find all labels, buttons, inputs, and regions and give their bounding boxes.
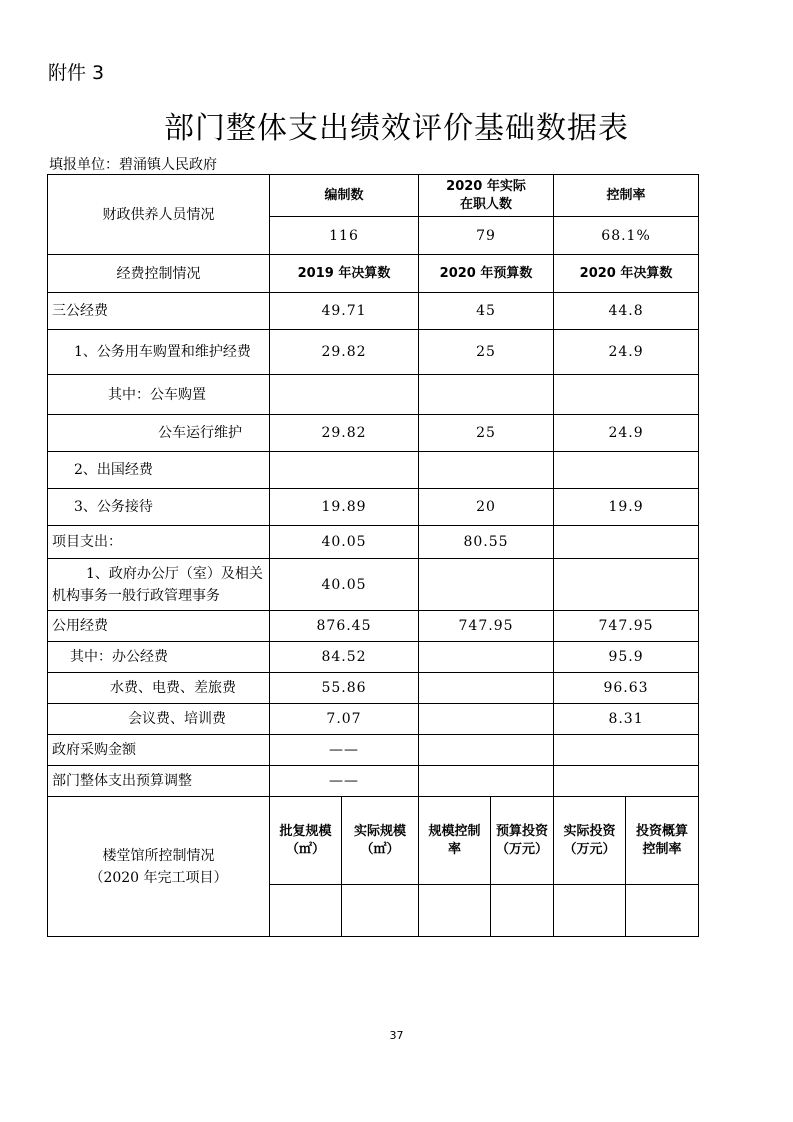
row-value: [270, 452, 419, 489]
row-label: 会议费、培训费: [48, 704, 270, 735]
row-label: 公用经费: [48, 611, 270, 642]
building-value: [491, 885, 554, 937]
table-row: [48, 766, 699, 797]
row-value: 96.63: [554, 673, 699, 704]
row-value: 29.82: [270, 330, 419, 375]
row-value: 747.95: [419, 611, 554, 642]
building-value: [554, 885, 626, 937]
staff-header-actual: 2020 年实际 在职人数: [419, 175, 554, 217]
row-label: 部门整体支出预算调整: [48, 766, 270, 797]
table-row: [48, 375, 699, 415]
expense-header-2019: 2019 年决算数: [270, 255, 419, 293]
building-label: [48, 797, 270, 937]
row-value: [419, 375, 554, 415]
table-row: [48, 673, 699, 704]
row-value: ——: [270, 766, 419, 797]
row-value: 45: [419, 293, 554, 330]
building-value: [342, 885, 419, 937]
row-value: 19.89: [270, 489, 419, 526]
row-value: [554, 526, 699, 559]
building-value: [626, 885, 699, 937]
table-row: [48, 735, 699, 766]
row-value: 95.9: [554, 642, 699, 673]
attachment-label: 附件 3: [48, 62, 105, 84]
table-row: [48, 293, 699, 330]
row-label: 1、政府办公厅（室）及相关机构事务一般行政管理事务: [48, 559, 270, 611]
row-label: 1、公务用车购置和维护经费: [48, 330, 270, 375]
row-value: [554, 375, 699, 415]
staff-header-rate: 控制率: [554, 175, 699, 217]
staff-value-actual: 79: [419, 217, 554, 255]
fill-unit: 填报单位：碧涌镇人民政府: [49, 157, 217, 173]
row-value: [419, 452, 554, 489]
row-value: [419, 559, 554, 611]
row-label: 公车运行维护: [48, 415, 270, 452]
row-label: 其中：办公经费: [48, 642, 270, 673]
row-value: 25: [419, 415, 554, 452]
table-row: [48, 415, 699, 452]
row-value: 747.95: [554, 611, 699, 642]
row-label: 2、出国经费: [48, 452, 270, 489]
building-header-actual: 实际规模（㎡）: [342, 797, 419, 885]
row-value: 876.45: [270, 611, 419, 642]
staff-value-rate: 68.1%: [554, 217, 699, 255]
building-header-invest-rate: 投资概算控制率: [626, 797, 699, 885]
row-value: 29.82: [270, 415, 419, 452]
building-value: [270, 885, 342, 937]
data-table: [47, 174, 699, 937]
table-row: [48, 452, 699, 489]
row-label: 三公经费: [48, 293, 270, 330]
row-value: 8.31: [554, 704, 699, 735]
expense-label: 经费控制情况: [48, 255, 270, 293]
building-header-approved: 批复规模（㎡）: [270, 797, 342, 885]
table-row: [48, 704, 699, 735]
row-value: [554, 735, 699, 766]
building-label-line2: （2020 年完工项目）: [89, 869, 228, 886]
table-row: [48, 642, 699, 673]
row-value: [419, 642, 554, 673]
row-value: 19.9: [554, 489, 699, 526]
row-value: 20: [419, 489, 554, 526]
row-value: 24.9: [554, 415, 699, 452]
building-header-budget-invest: 预算投资（万元）: [491, 797, 554, 885]
expense-header-2020-final: 2020 年决算数: [554, 255, 699, 293]
building-label-line1: 楼堂馆所控制情况: [102, 847, 215, 864]
staff-header-row: [48, 175, 699, 217]
row-value: [554, 766, 699, 797]
page-number: 37: [389, 1029, 404, 1042]
row-label: 3、公务接待: [48, 489, 270, 526]
row-value: [419, 735, 554, 766]
row-value: [419, 766, 554, 797]
expense-header-row: [48, 255, 699, 293]
expense-header-2020-budget: 2020 年预算数: [419, 255, 554, 293]
row-value: [419, 673, 554, 704]
row-value: 7.07: [270, 704, 419, 735]
row-value: 80.55: [419, 526, 554, 559]
row-label: 水费、电费、差旅费: [48, 673, 270, 704]
building-value: [419, 885, 491, 937]
table-row: [48, 489, 699, 526]
row-value: 44.8: [554, 293, 699, 330]
row-value: [419, 704, 554, 735]
row-value: ——: [270, 735, 419, 766]
row-value: [554, 559, 699, 611]
table-row: [48, 611, 699, 642]
row-value: [554, 452, 699, 489]
table-row: [48, 559, 699, 611]
row-value: [270, 375, 419, 415]
staff-label: 财政供养人员情况: [48, 175, 270, 255]
row-label: 项目支出：: [48, 526, 270, 559]
table-row: [48, 330, 699, 375]
row-value: 84.52: [270, 642, 419, 673]
building-header-row: [48, 797, 699, 885]
building-header-actual-invest: 实际投资（万元）: [554, 797, 626, 885]
row-value: 40.05: [270, 559, 419, 611]
staff-header-quota: 编制数: [270, 175, 419, 217]
row-value: 25: [419, 330, 554, 375]
building-header-scale-rate: 规模控制率: [419, 797, 491, 885]
row-value: 55.86: [270, 673, 419, 704]
table-row: [48, 526, 699, 559]
row-value: 49.71: [270, 293, 419, 330]
staff-value-quota: 116: [270, 217, 419, 255]
row-value: 24.9: [554, 330, 699, 375]
row-value: 40.05: [270, 526, 419, 559]
row-label: 其中：公车购置: [48, 375, 270, 415]
row-label: 政府采购金额: [48, 735, 270, 766]
page-title: 部门整体支出绩效评价基础数据表: [164, 111, 629, 146]
